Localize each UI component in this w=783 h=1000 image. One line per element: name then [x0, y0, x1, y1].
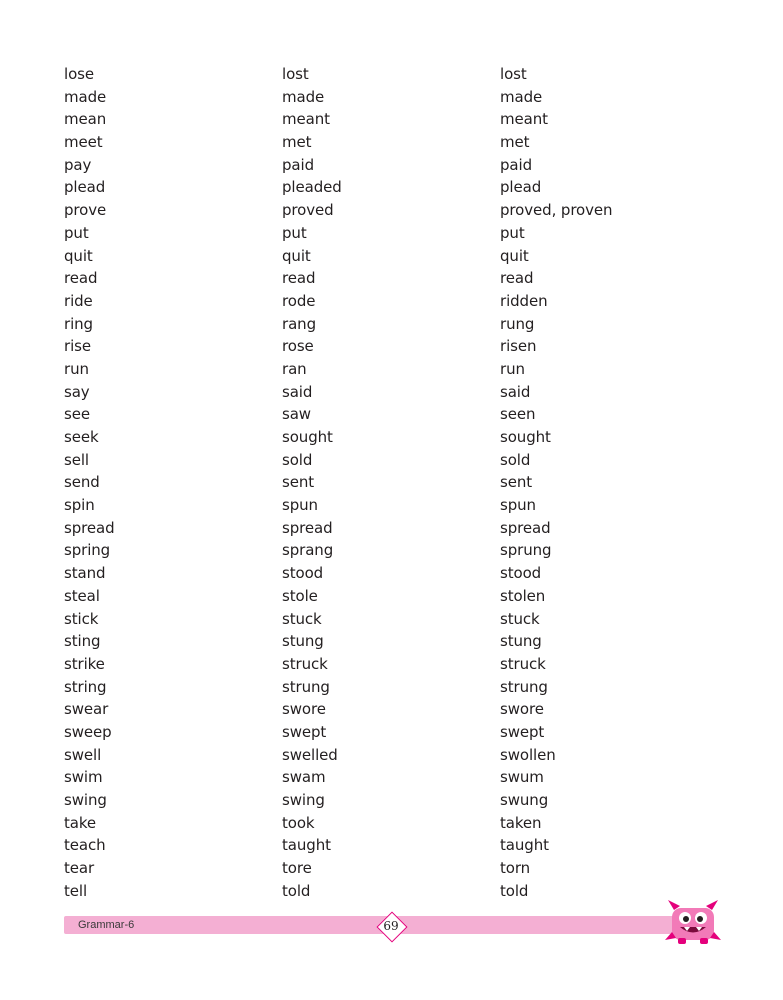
base-form-cell: prove	[64, 201, 107, 220]
past-participle-cell: met	[500, 133, 530, 152]
base-form-cell: plead	[64, 178, 106, 197]
verb-row	[64, 176, 724, 199]
past-tense-cell: stung	[282, 632, 324, 651]
base-form-cell: swing	[64, 791, 107, 809]
base-form-cell: quit	[64, 246, 93, 265]
past-tense-cell: spun	[282, 496, 318, 515]
base-form-cell: seek	[64, 428, 99, 446]
past-participle-cell: sought	[500, 428, 551, 446]
past-participle-cell: rung	[500, 314, 535, 333]
past-tense-cell: swept	[282, 722, 327, 741]
base-form-cell: take	[64, 813, 97, 832]
base-form-cell: spread	[64, 518, 115, 537]
past-participle-cell: quit	[500, 246, 529, 265]
past-tense-cell: took	[282, 813, 315, 832]
past-participle-cell: struck	[500, 654, 546, 673]
past-tense-cell: stuck	[282, 609, 322, 628]
pink-monster-mascot-icon	[664, 896, 722, 946]
base-form-cell: put	[64, 223, 89, 242]
past-tense-cell: struck	[282, 654, 328, 673]
past-tense-cell: taught	[282, 836, 331, 855]
verb-row	[64, 290, 724, 313]
verb-row	[64, 199, 724, 222]
base-form-cell: stick	[64, 609, 99, 628]
verb-row	[64, 471, 724, 494]
base-form-cell: mean	[64, 110, 107, 129]
base-form-cell: pay	[64, 155, 92, 174]
base-form-cell: run	[64, 359, 89, 378]
past-tense-cell: put	[282, 223, 307, 242]
past-tense-cell: proved	[282, 201, 334, 220]
base-form-cell: meet	[64, 133, 103, 152]
past-participle-cell: swung	[500, 791, 549, 809]
verb-row	[64, 585, 724, 608]
past-tense-cell: sent	[282, 473, 315, 492]
verb-row	[64, 653, 724, 676]
past-participle-cell: spun	[500, 496, 536, 515]
base-form-cell: swell	[64, 745, 102, 764]
base-form-cell: swim	[64, 768, 103, 787]
past-participle-cell: seen	[500, 405, 536, 424]
past-participle-cell: stuck	[500, 609, 540, 628]
verb-row	[64, 222, 724, 245]
past-tense-cell: stood	[282, 564, 324, 583]
past-participle-cell: taught	[500, 836, 549, 855]
past-participle-cell: told	[500, 881, 529, 900]
base-form-cell: teach	[64, 836, 106, 855]
verb-row	[64, 608, 724, 631]
past-tense-cell: met	[282, 133, 312, 152]
base-form-cell: see	[64, 405, 90, 424]
verb-row	[64, 880, 724, 903]
past-tense-cell: sought	[282, 428, 333, 446]
past-participle-cell: run	[500, 359, 525, 378]
base-form-cell: sweep	[64, 722, 112, 741]
verb-row	[64, 63, 724, 86]
verb-row	[64, 313, 724, 336]
past-participle-cell: stung	[500, 632, 542, 651]
base-form-cell: send	[64, 473, 100, 492]
past-tense-cell: rode	[282, 291, 316, 310]
base-form-cell: made	[64, 87, 107, 106]
past-participle-cell: taken	[500, 813, 542, 832]
verb-row	[64, 834, 724, 857]
past-tense-cell: swore	[282, 700, 326, 719]
past-participle-cell: said	[500, 382, 531, 401]
verb-row	[64, 335, 724, 358]
base-form-cell: string	[64, 677, 107, 696]
past-tense-cell: tore	[282, 859, 312, 878]
past-tense-cell: pleaded	[282, 178, 342, 197]
past-participle-cell: stood	[500, 564, 542, 583]
past-tense-cell: lost	[282, 65, 309, 83]
past-participle-cell: lost	[500, 65, 527, 83]
past-participle-cell: spread	[500, 518, 551, 537]
verb-row	[64, 245, 724, 268]
past-tense-cell: sold	[282, 450, 313, 469]
past-tense-cell: sprang	[282, 541, 334, 560]
past-tense-cell: swelled	[282, 745, 338, 764]
past-tense-cell: told	[282, 881, 311, 900]
past-participle-cell: swum	[500, 768, 544, 787]
verb-row	[64, 562, 724, 585]
past-participle-cell: swollen	[500, 745, 556, 764]
base-form-cell: tell	[64, 881, 88, 900]
verb-row	[64, 403, 724, 426]
past-tense-cell: ran	[282, 359, 307, 378]
base-form-cell: strike	[64, 654, 105, 673]
verb-row	[64, 449, 724, 472]
page-number: 69	[383, 919, 399, 933]
past-tense-cell: saw	[282, 405, 311, 424]
past-participle-cell: proved, proven	[500, 201, 613, 220]
past-participle-cell: risen	[500, 337, 537, 356]
verb-row	[64, 131, 724, 154]
base-form-cell: read	[64, 269, 98, 288]
past-participle-cell: swore	[500, 700, 544, 719]
verb-row	[64, 108, 724, 131]
past-tense-cell: spread	[282, 518, 333, 537]
verb-row	[64, 630, 724, 653]
past-participle-cell: stolen	[500, 586, 546, 605]
base-form-cell: stand	[64, 564, 106, 583]
verb-row	[64, 358, 724, 381]
base-form-cell: say	[64, 382, 90, 401]
verb-row	[64, 766, 724, 789]
verb-row	[64, 789, 724, 812]
base-form-cell: spin	[64, 496, 95, 515]
past-participle-cell: meant	[500, 110, 548, 129]
past-participle-cell: put	[500, 223, 525, 242]
past-participle-cell: made	[500, 87, 543, 106]
base-form-cell: swear	[64, 700, 109, 719]
verb-forms-table	[64, 63, 724, 902]
verb-row	[64, 267, 724, 290]
verb-row	[64, 494, 724, 517]
past-tense-cell: paid	[282, 155, 315, 174]
book-title: Grammar-6	[78, 919, 135, 931]
past-tense-cell: quit	[282, 246, 311, 265]
past-tense-cell: rang	[282, 314, 316, 333]
past-participle-cell: strung	[500, 677, 548, 696]
past-participle-cell: swept	[500, 722, 545, 741]
verb-row	[64, 698, 724, 721]
past-participle-cell: sold	[500, 450, 531, 469]
verb-row	[64, 426, 724, 449]
verb-row	[64, 812, 724, 835]
past-participle-cell: sent	[500, 473, 533, 492]
base-form-cell: sell	[64, 450, 89, 469]
verb-row	[64, 744, 724, 767]
past-tense-cell: meant	[282, 110, 330, 129]
page-number-badge	[374, 909, 408, 943]
base-form-cell: ring	[64, 314, 93, 333]
past-tense-cell: strung	[282, 677, 330, 696]
verb-row	[64, 154, 724, 177]
past-participle-cell: torn	[500, 859, 531, 878]
past-tense-cell: read	[282, 269, 316, 288]
base-form-cell: ride	[64, 291, 93, 310]
past-tense-cell: rose	[282, 337, 314, 356]
past-participle-cell: ridden	[500, 291, 548, 310]
verb-row	[64, 381, 724, 404]
base-form-cell: rise	[64, 337, 91, 356]
base-form-cell: steal	[64, 586, 100, 605]
past-participle-cell: paid	[500, 155, 533, 174]
past-participle-cell: sprung	[500, 541, 552, 560]
verb-row	[64, 676, 724, 699]
past-participle-cell: read	[500, 269, 534, 288]
past-tense-cell: swam	[282, 768, 326, 787]
verb-row	[64, 721, 724, 744]
past-tense-cell: stole	[282, 586, 318, 605]
base-form-cell: spring	[64, 541, 111, 560]
past-tense-cell: made	[282, 87, 325, 106]
past-tense-cell: swing	[282, 791, 325, 809]
verb-row	[64, 857, 724, 880]
verb-row	[64, 517, 724, 540]
past-tense-cell: said	[282, 382, 313, 401]
base-form-cell: sting	[64, 632, 101, 651]
base-form-cell: lose	[64, 65, 94, 83]
past-participle-cell: plead	[500, 178, 542, 197]
verb-row	[64, 86, 724, 109]
verb-row	[64, 539, 724, 562]
base-form-cell: tear	[64, 859, 95, 878]
